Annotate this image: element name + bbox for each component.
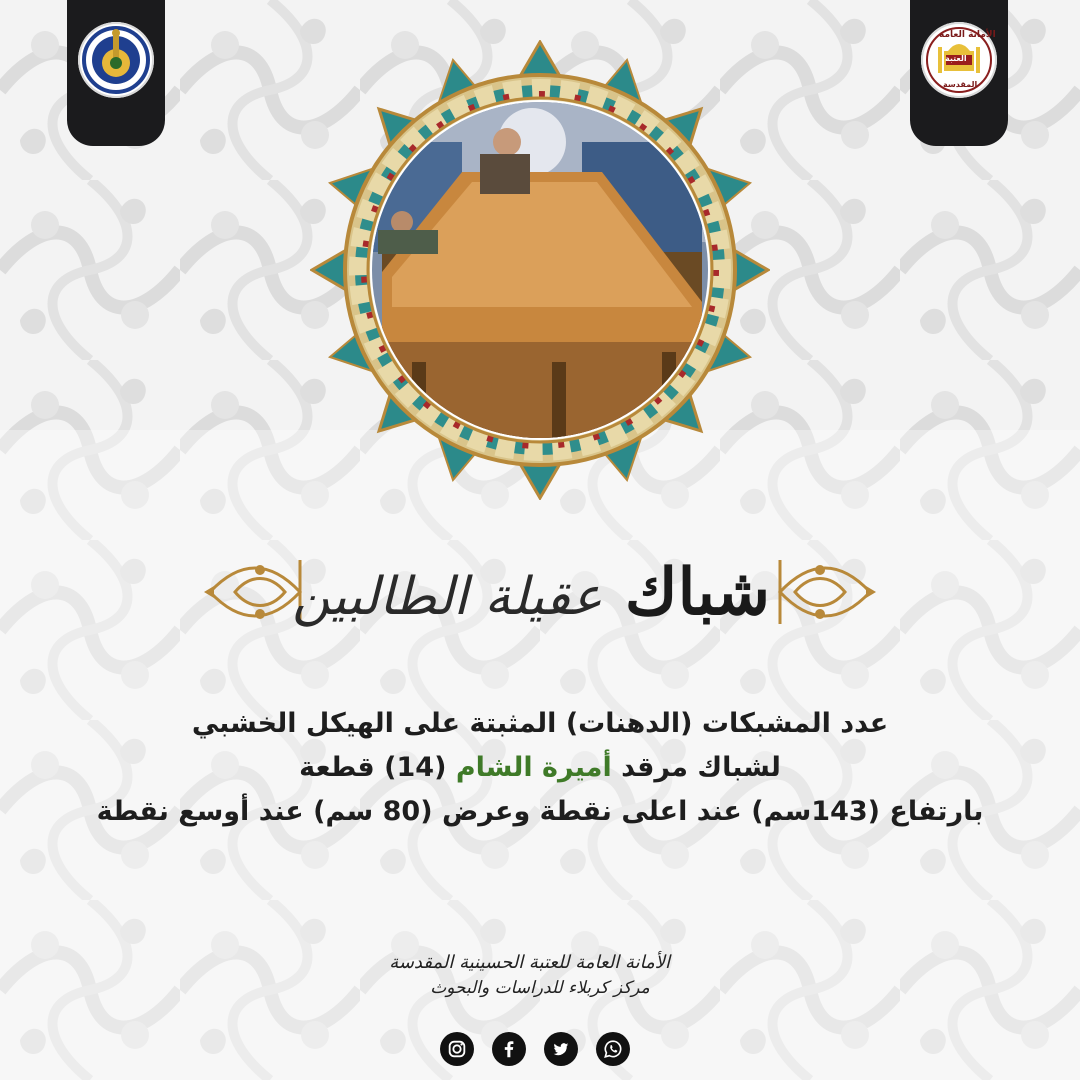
- description-text: [70, 702, 1010, 834]
- right-logo-text-top: الأمانة العامة: [939, 30, 996, 40]
- social-links: [440, 1032, 630, 1066]
- description-line-2-end: (14) قطعة: [299, 752, 456, 783]
- footer-signature: [389, 950, 670, 1000]
- footer-line-1: الأمانة العامة للعتبة الحسينية المقدسة: [389, 952, 670, 973]
- left-logo-tab: [67, 0, 165, 146]
- highlight-ameerat-al-sham: أميرة الشام: [455, 752, 612, 783]
- description-line-2-start: لشباك مرقد: [611, 752, 781, 783]
- description-line-3: بارتفاع (143سم) عند اعلى نقطة وعرض (80 سم) عند أوسع نقطة: [96, 796, 984, 827]
- title-text: [292, 548, 770, 638]
- description-line-1: عدد المشبكات (الدهنات) المثبتة على الهيكل الخشبي: [191, 708, 889, 739]
- institution-emblem-icon: [81, 25, 151, 95]
- description-line-2: [70, 746, 1010, 790]
- twitter-icon[interactable]: [544, 1032, 578, 1066]
- shrine-window-photo: [372, 102, 708, 438]
- whatsapp-icon[interactable]: [596, 1032, 630, 1066]
- title-word-aqila: عقيلة الطالبين: [292, 567, 603, 627]
- right-logo-text-bottom: المقدسة: [943, 80, 978, 89]
- facebook-icon[interactable]: [492, 1032, 526, 1066]
- footer-line-2: مركز كربلاء للدراسات والبحوث: [430, 978, 650, 998]
- left-logo: [78, 22, 154, 98]
- right-logo: [921, 22, 997, 98]
- right-logo-tab: [910, 0, 1008, 146]
- right-logo-text-mid: العتبة: [945, 54, 967, 63]
- instagram-icon[interactable]: [440, 1032, 474, 1066]
- title-word-shubbak: شباك: [624, 555, 770, 630]
